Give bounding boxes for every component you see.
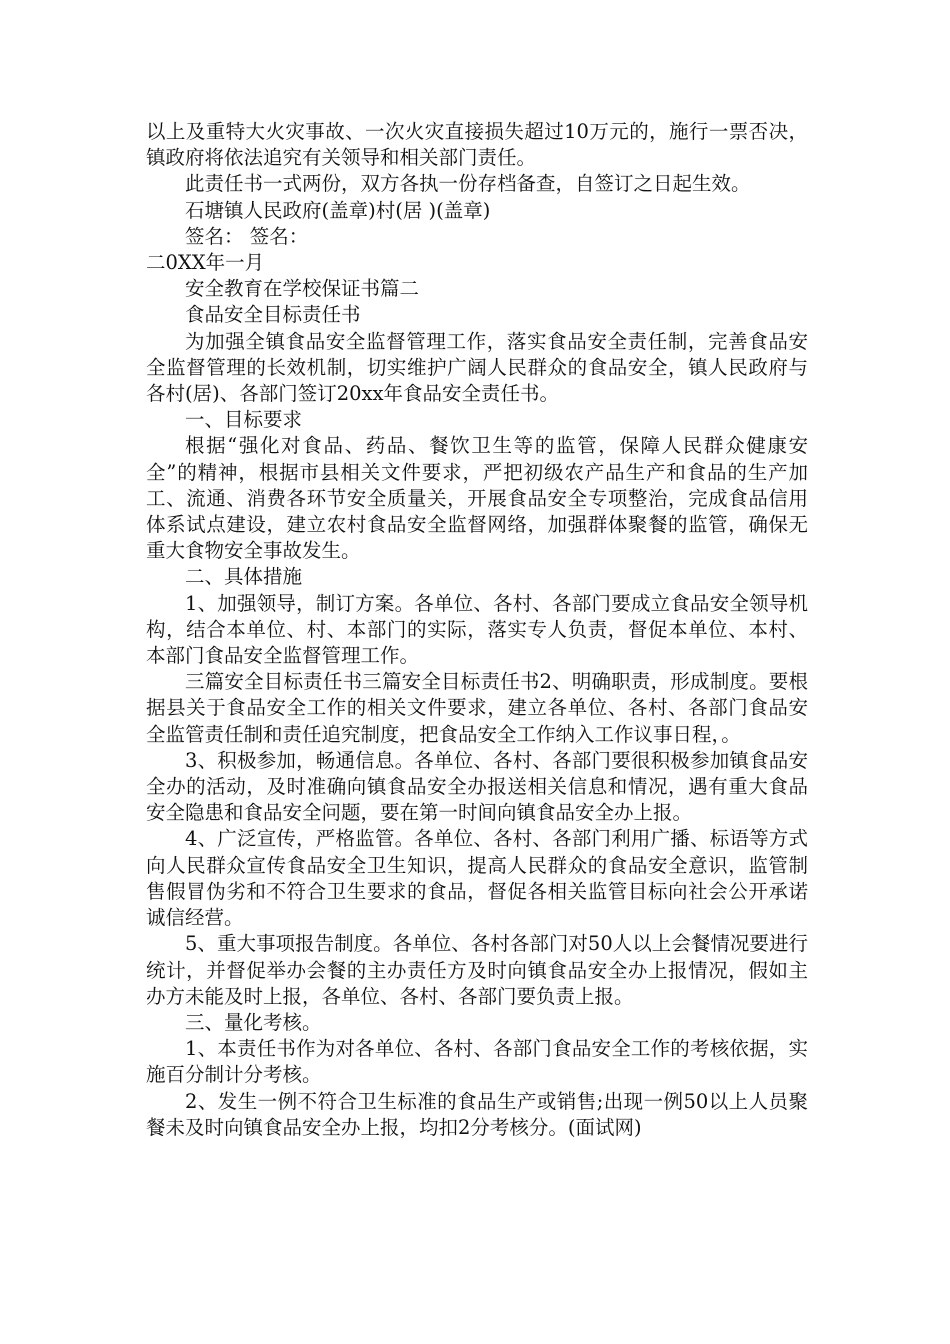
document-page xyxy=(146,119,808,1141)
paragraph-measure-3: 3、积极参加，畅通信息。各单位、各村、各部门要很积极参加镇食品安全办的活动，及时准确向镇食品安全办报送相关信息和情况，遇有重大食品安全隐患和食品安全问题，要在第一时间向镇食品安全办上报。 xyxy=(146,748,808,825)
paragraph-measure-1: 1、加强领导，制订方案。各单位、各村、各部门要成立食品安全领导机构，结合本单位、村、本部门的实际，落实专人负责，督促本单位、本村、本部门食品安全监督管理工作。 xyxy=(146,591,808,668)
paragraph-assessment-2: 2、发生一例不符合卫生标准的食品生产或销售;出现一例50以上人员聚餐未及时向镇食品安全办上报，均扣2分考核分。(面试网) xyxy=(146,1089,808,1139)
heading-measures: 二、具体措施 xyxy=(185,565,303,589)
heading-assessment: 三、量化考核。 xyxy=(185,1010,322,1034)
paragraph-measure-4: 4、广泛宣传，严格监管。各单位、各村、各部门利用广播、标语等方式向人民群众宣传食品安全卫生知识，提高人民群众的食品安全意识，监管制售假冒伪劣和不符合卫生要求的食品，督促各相关监管目标向社会公开承诺诚信经营。 xyxy=(146,827,808,930)
paragraph-copies: 此责任书一式两份，双方各执一份存档备查，自签订之日起生效。 xyxy=(185,172,751,196)
paragraph-assessment-1: 1、本责任书作为对各单位、各村、各部门食品安全工作的考核依据，实施百分制计分考核。 xyxy=(146,1037,808,1087)
paragraph-doc-title: 食品安全目标责任书 xyxy=(185,303,361,327)
heading-goals: 一、目标要求 xyxy=(185,408,303,432)
paragraph-goals: 根据“强化对食品、药品、餐饮卫生等的监管，保障人民群众健康安全”的精神，根据市县相关文件要求，严把初级农产品生产和食品的生产加工、流通、消费各环节安全质量关，开展食品安全专项整治，完成食品信用体系试点建设，建立农村食品安全监督网络，加强群体聚餐的监管，确保无重大食物安全事故发生。 xyxy=(146,434,808,563)
paragraph-fire-accident: 以上及重特大火灾事故、一次火灾直接损失超过10万元的，施行一票否决，镇政府将依法追究有关领导和相关部门责任。 xyxy=(146,120,808,170)
paragraph-date: 二0XX年一月 xyxy=(146,251,265,275)
paragraph-section-title: 安全教育在学校保证书篇二 xyxy=(185,277,420,301)
paragraph-signature-line: 签名： 签名： xyxy=(185,224,309,248)
paragraph-measure-2: 三篇安全目标责任书三篇安全目标责任书2、明确职责，形成制度。要根据县关于食品安全工作的相关文件要求，建立各单位、各村、各部门食品安全监管责任制和责任追究制度，把食品安全工作纳入工作议事日程，。 xyxy=(146,670,808,746)
paragraph-intro: 为加强全镇食品安全监督管理工作，落实食品安全责任制，完善食品安全监督管理的长效机制，切实维护广阔人民群众的食品安全，镇人民政府与各村(居)、各部门签订20xx年食品安全责任书。 xyxy=(146,329,808,406)
paragraph-measure-5: 5、重大事项报告制度。各单位、各村各部门对50人以上会餐情况要进行统计，并督促举办会餐的主办责任方及时向镇食品安全办上报情况，假如主办方未能及时上报，各单位、各村、各部门要负责上报。 xyxy=(146,932,808,1008)
paragraph-seal-line: 石塘镇人民政府(盖章)村(居 )(盖章) xyxy=(185,198,491,222)
